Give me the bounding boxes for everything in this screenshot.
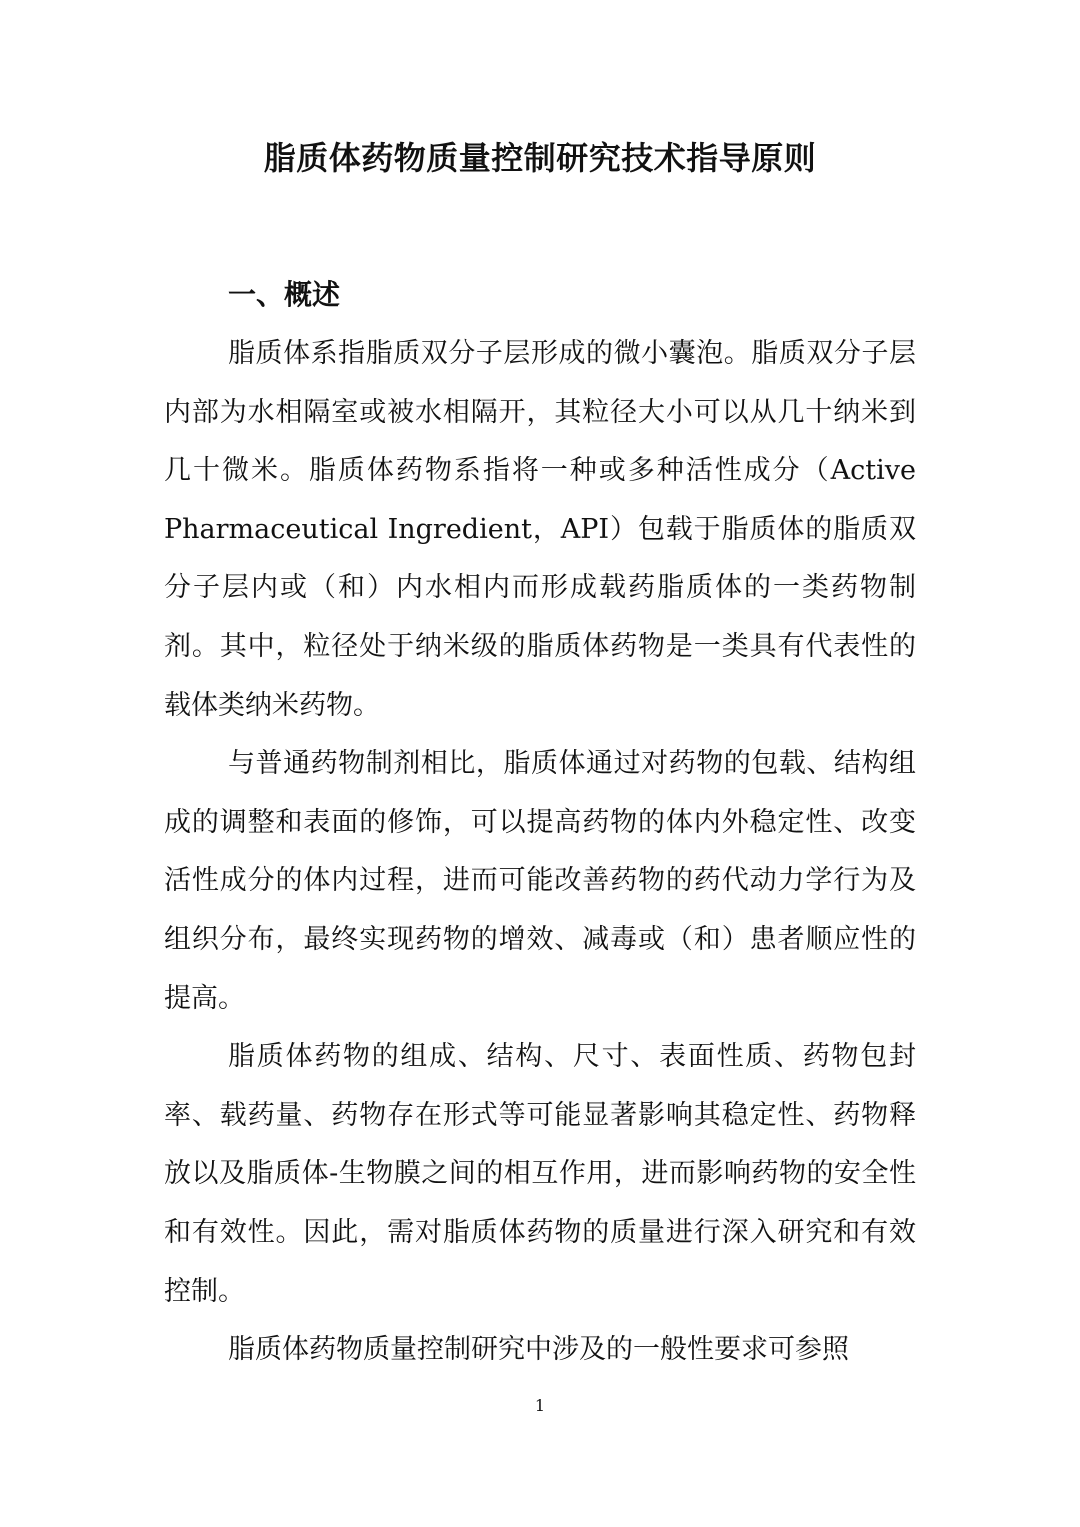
paragraph: 脂质体药物质量控制研究中涉及的一般性要求可参照 bbox=[228, 1334, 849, 1366]
section-heading: 一、概述 bbox=[228, 278, 341, 311]
page-number: 1 bbox=[534, 1396, 546, 1415]
document-body bbox=[164, 325, 916, 1380]
paragraph: 脂质体系指脂质双分子层形成的微小囊泡。脂质双分子层内部为水相隔室或被水相隔开，其粒径大小可以从几十纳米到几十微米。脂质体药物系指将一种或多种活性成分（Active Pharmaceutical Ingredient，API）包载于脂质体的脂质双分子层内或（和）内水相内而形成载药脂质体的一类药物制剂。其中，粒径处于纳米级的脂质体药物是一类具有代表性的载体类纳米药物。 bbox=[164, 338, 916, 721]
paragraph: 脂质体药物的组成、结构、尺寸、表面性质、药物包封率、载药量、药物存在形式等可能显著影响其稳定性、药物释放以及脂质体-生物膜之间的相互作用，进而影响药物的安全性和有效性。因此，需对脂质体药物的质量进行深入研究和有效控制。 bbox=[164, 1041, 916, 1307]
document-title: 脂质体药物质量控制研究技术指导原则 bbox=[263, 139, 817, 177]
paragraph: 与普通药物制剂相比，脂质体通过对药物的包载、结构组成的调整和表面的修饰，可以提高药物的体内外稳定性、改变活性成分的体内过程，进而可能改善药物的药代动力学行为及组织分布，最终实现药物的增效、减毒或（和）患者顺应性的提高。 bbox=[164, 748, 916, 1014]
